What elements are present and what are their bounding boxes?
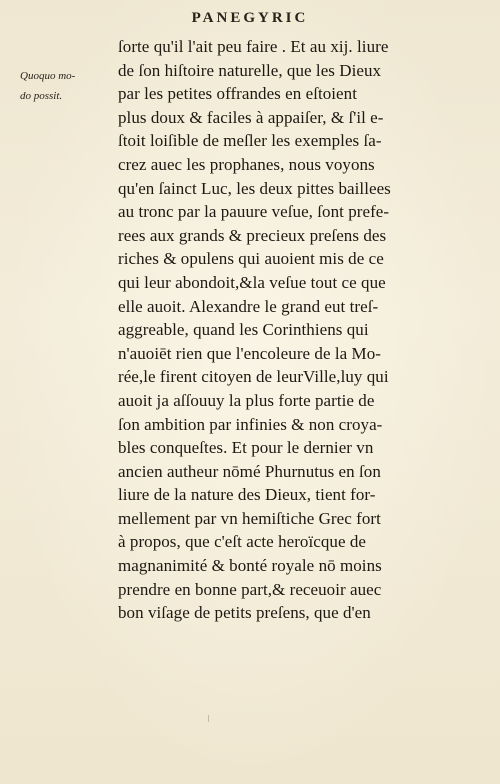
marginal-note xyxy=(20,66,120,106)
text-line: magnanimité & bonté royale nō moins xyxy=(118,556,382,576)
text-line: mellement par vn hemiſtiche Grec fort xyxy=(118,508,381,528)
marginal-note-line: Quoquo mo- xyxy=(20,70,76,82)
text-line: ancien autheur nōmé Phurnutus en ſon xyxy=(118,461,381,481)
text-line: plus doux & faciles à appaiſer, & ſ'il e- xyxy=(118,107,384,127)
text-line: aggreable, quand les Corinthiens qui xyxy=(118,320,369,340)
text-line: auoit ja aſſouuy la plus forte partie de xyxy=(118,390,375,410)
text-line: rée,le firent citoyen de leurVille,luy qui xyxy=(118,367,389,387)
text-line: à propos, que c'eſt acte heroïcque de xyxy=(118,532,366,552)
text-line: prendre en bonne part,& receuoir auec xyxy=(118,579,382,599)
text-line: de ſon hiſtoire naturelle, que les Dieux xyxy=(118,60,382,80)
text-line: au tronc par la pauure veſue, ſont prefe- xyxy=(118,202,390,222)
text-line: ſorte qu'il l'ait peu faire . Et au xij. liure xyxy=(118,37,389,56)
text-line: ſtoit loiſible de meſler les exemples ſa- xyxy=(118,131,382,151)
text-line: bles conqueſtes. Et pour le dernier vn xyxy=(118,438,374,458)
marginal-note-line: do possit. xyxy=(20,90,63,102)
text-line: par les petites offrandes en eſtoient xyxy=(118,84,357,104)
text-line: riches & opulens qui auoient mis de ce xyxy=(118,249,384,269)
text-line: bon viſage de petits preſens, que d'en xyxy=(118,603,371,623)
text-line: crez auec les prophanes, nous voyons xyxy=(118,154,375,174)
text-line: qu'en ſainct Luc, les deux pittes baillees xyxy=(118,178,391,198)
text-line: liure de la nature des Dieux, tient for- xyxy=(118,485,376,505)
text-line: qui leur abondoit,&la veſue tout ce que xyxy=(118,272,386,292)
body-text xyxy=(118,35,460,625)
print-mark xyxy=(208,715,209,722)
running-head: PANEGYRIC xyxy=(191,10,309,26)
text-line: n'auoiēt rien que l'encoleure de la Mo- xyxy=(118,343,381,363)
text-line: ſon ambition par infinies & non croya- xyxy=(118,414,383,434)
text-line: elle auoit. Alexandre le grand eut treſ- xyxy=(118,296,379,316)
text-line: rees aux grands & precieux preſens des xyxy=(118,225,387,245)
